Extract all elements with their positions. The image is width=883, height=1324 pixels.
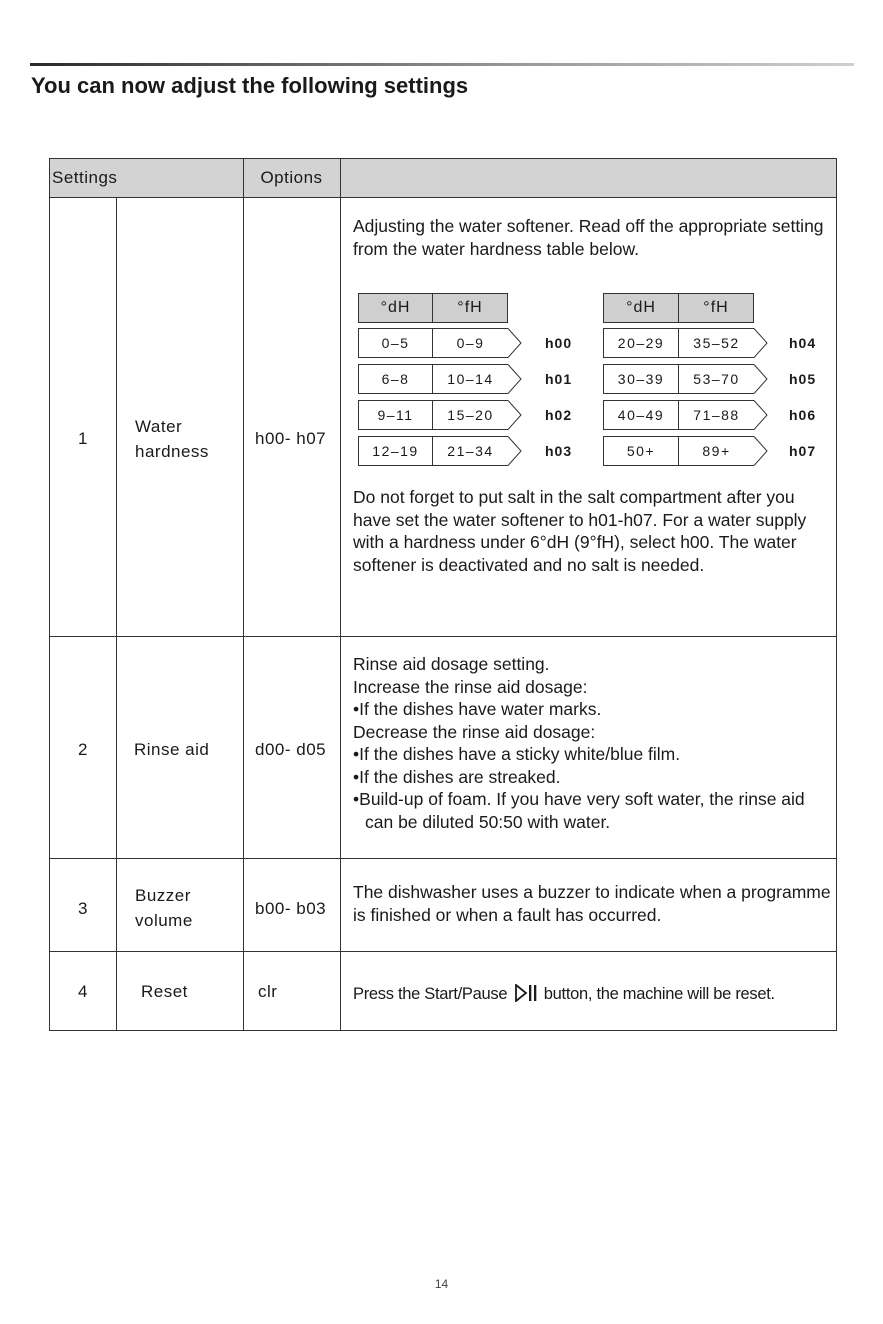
col-header-fh: °fH <box>678 293 754 323</box>
setting-options: h00- h07 <box>255 429 327 448</box>
settings-table <box>49 158 837 1031</box>
salt-note: Do not forget to put salt in the salt compartment after you have set the water softener to h01-h07. For a water supply with a hardness under 6°dH (9°fH), select h00. The water softener is deactivated and no salt is needed. <box>353 487 807 575</box>
setting-options: d00- d05 <box>255 740 327 759</box>
dh-range: 9–11 <box>358 400 433 430</box>
description-line: Rinse aid dosage setting. <box>353 654 550 674</box>
setting-name: Reset <box>141 982 188 1001</box>
setting-name: Water hardness <box>135 417 209 461</box>
column-divider <box>340 159 341 1030</box>
setting-name: Rinse aid <box>134 740 210 759</box>
fh-range: 89+ <box>678 436 754 466</box>
header-description <box>340 159 836 198</box>
dh-range: 0–5 <box>358 328 433 358</box>
row-divider <box>50 951 836 952</box>
dh-range: 12–19 <box>358 436 433 466</box>
setting-description: Adjusting the water softener. Read off the appropriate setting from the water hardness table below. <box>353 216 824 259</box>
setting-description <box>353 653 835 833</box>
page-number: 14 <box>434 1277 449 1291</box>
row-divider <box>50 858 836 859</box>
col-header-dh: °dH <box>603 293 679 323</box>
fh-range: 53–70 <box>678 364 754 394</box>
fh-range: 0–9 <box>432 328 508 358</box>
arrow-right-icon <box>508 400 522 430</box>
bullet-item: • Build-up of foam. If you have very soft water, the rinse aid can be diluted 50:50 with water. <box>353 788 835 833</box>
col-header-dh: °dH <box>358 293 433 323</box>
hardness-level: h01 <box>545 371 573 387</box>
dh-range: 6–8 <box>358 364 433 394</box>
fh-range: 15–20 <box>432 400 508 430</box>
hardness-level: h06 <box>789 407 817 423</box>
row-number: 3 <box>78 899 88 918</box>
header-options: Options <box>243 159 340 198</box>
row-number: 4 <box>78 982 88 1001</box>
col-header-fh: °fH <box>432 293 508 323</box>
setting-description: Press the Start/Pause button, the machine will be reset. <box>353 985 775 1003</box>
arrow-right-icon <box>754 436 768 466</box>
top-divider <box>30 63 854 66</box>
water-hardness-table <box>358 293 838 471</box>
arrow-right-icon <box>754 364 768 394</box>
fh-range: 35–52 <box>678 328 754 358</box>
description-line: Decrease the rinse aid dosage: <box>353 721 596 742</box>
setting-options: clr <box>258 982 278 1001</box>
hardness-level: h04 <box>789 335 817 351</box>
hardness-level: h03 <box>545 443 573 459</box>
arrow-right-icon <box>508 364 522 394</box>
dh-range: 30–39 <box>603 364 679 394</box>
row-number: 1 <box>78 429 88 448</box>
arrow-right-icon <box>754 400 768 430</box>
bullet-item: • If the dishes have water marks. <box>353 698 835 721</box>
fh-range: 21–34 <box>432 436 508 466</box>
setting-description: The dishwasher uses a buzzer to indicate when a programme is finished or when a fault has occurred. <box>353 882 831 925</box>
arrow-right-icon <box>508 328 522 358</box>
play-pause-icon <box>514 984 538 1002</box>
column-divider <box>116 198 117 1030</box>
fh-range: 10–14 <box>432 364 508 394</box>
fh-range: 71–88 <box>678 400 754 430</box>
setting-name: Buzzer volume <box>135 886 193 930</box>
hardness-level: h00 <box>545 335 573 351</box>
arrow-right-icon <box>754 328 768 358</box>
page-title: You can now adjust the following settings <box>31 73 469 98</box>
description-line: Increase the rinse aid dosage: <box>353 676 588 697</box>
setting-options: b00- b03 <box>255 899 327 918</box>
column-divider <box>243 159 244 1030</box>
bullet-item: • If the dishes have a sticky white/blue film. <box>353 743 835 766</box>
bullet-item: • If the dishes are streaked. <box>353 766 835 789</box>
row-number: 2 <box>78 740 88 759</box>
arrow-right-icon <box>508 436 522 466</box>
bullet-list <box>353 698 835 721</box>
bullet-list <box>353 743 835 833</box>
hardness-level: h02 <box>545 407 573 423</box>
hardness-level: h07 <box>789 443 817 459</box>
dh-range: 20–29 <box>603 328 679 358</box>
row-divider <box>50 636 836 637</box>
hardness-level: h05 <box>789 371 817 387</box>
dh-range: 50+ <box>603 436 679 466</box>
dh-range: 40–49 <box>603 400 679 430</box>
header-settings: Settings <box>50 159 243 198</box>
